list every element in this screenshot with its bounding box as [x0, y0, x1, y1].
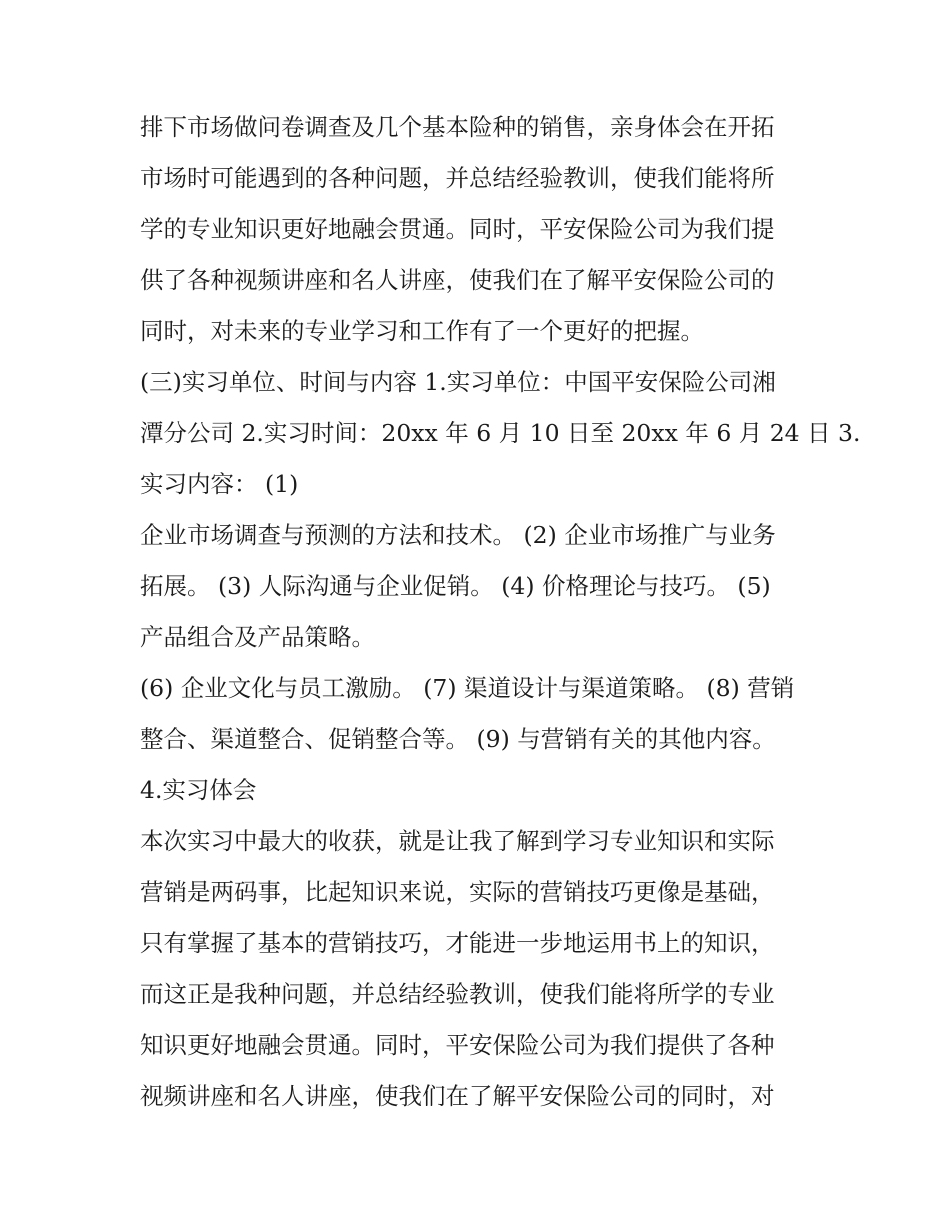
- text-line: 市场时可能遇到的各种问题，并总结经验教训，使我们能将所: [140, 164, 775, 192]
- text-line: 学的专业知识更好地融会贯通。同时，平安保险公司为我们提: [140, 215, 775, 243]
- text-line: 产品组合及产品策略。: [140, 623, 375, 651]
- text-line: 潭分公司 2.实习时间：20xx 年 6 月 10 日至 20xx 年 6 月 24 日 3.: [140, 419, 861, 447]
- text-line: 视频讲座和名人讲座，使我们在了解平安保险公司的同时，对: [140, 1082, 775, 1110]
- text-line: 实习内容： (1): [140, 470, 299, 498]
- paragraph-content-list-1: [140, 510, 820, 663]
- text-line: 整合、渠道整合、促销整合等。 (9) 与营销有关的其他内容。: [140, 725, 776, 753]
- text-line: 同时，对未来的专业学习和工作有了一个更好的把握。: [140, 317, 704, 345]
- text-line: (6) 企业文化与员工激励。 (7) 渠道设计与渠道策略。 (8) 营销: [140, 674, 795, 702]
- text-line: 供了各种视频讲座和名人讲座，使我们在了解平安保险公司的: [140, 266, 775, 294]
- paragraph-intro: [140, 102, 820, 357]
- section-heading: 4.实习体会: [140, 776, 257, 804]
- text-line: 企业市场调查与预测的方法和技术。 (2) 企业市场推广与业务: [140, 521, 776, 549]
- text-line: 而这正是我种问题，并总结经验教训，使我们能将所学的专业: [140, 980, 775, 1008]
- text-line: 排下市场做问卷调查及几个基本险种的销售，亲身体会在开拓: [140, 113, 775, 141]
- text-line: 本次实习中最大的收获，就是让我了解到学习专业知识和实际: [140, 827, 775, 855]
- paragraph-internship-unit: [140, 357, 861, 510]
- text-line: (三)实习单位、时间与内容 1.实习单位：中国平安保险公司湘: [140, 368, 776, 396]
- text-line: 知识更好地融会贯通。同时，平安保险公司为我们提供了各种: [140, 1031, 775, 1059]
- paragraph-experience: [140, 816, 820, 1122]
- document-body: [140, 102, 861, 1122]
- text-line: 只有掌握了基本的营销技巧，才能进一步地运用书上的知识，: [140, 929, 775, 957]
- text-line: 营销是两码事，比起知识来说，实际的营销技巧更像是基础，: [140, 878, 775, 906]
- paragraph-content-list-2: [140, 663, 820, 816]
- text-line: 拓展。 (3) 人际沟通与企业促销。 (4) 价格理论与技巧。 (5): [140, 572, 771, 600]
